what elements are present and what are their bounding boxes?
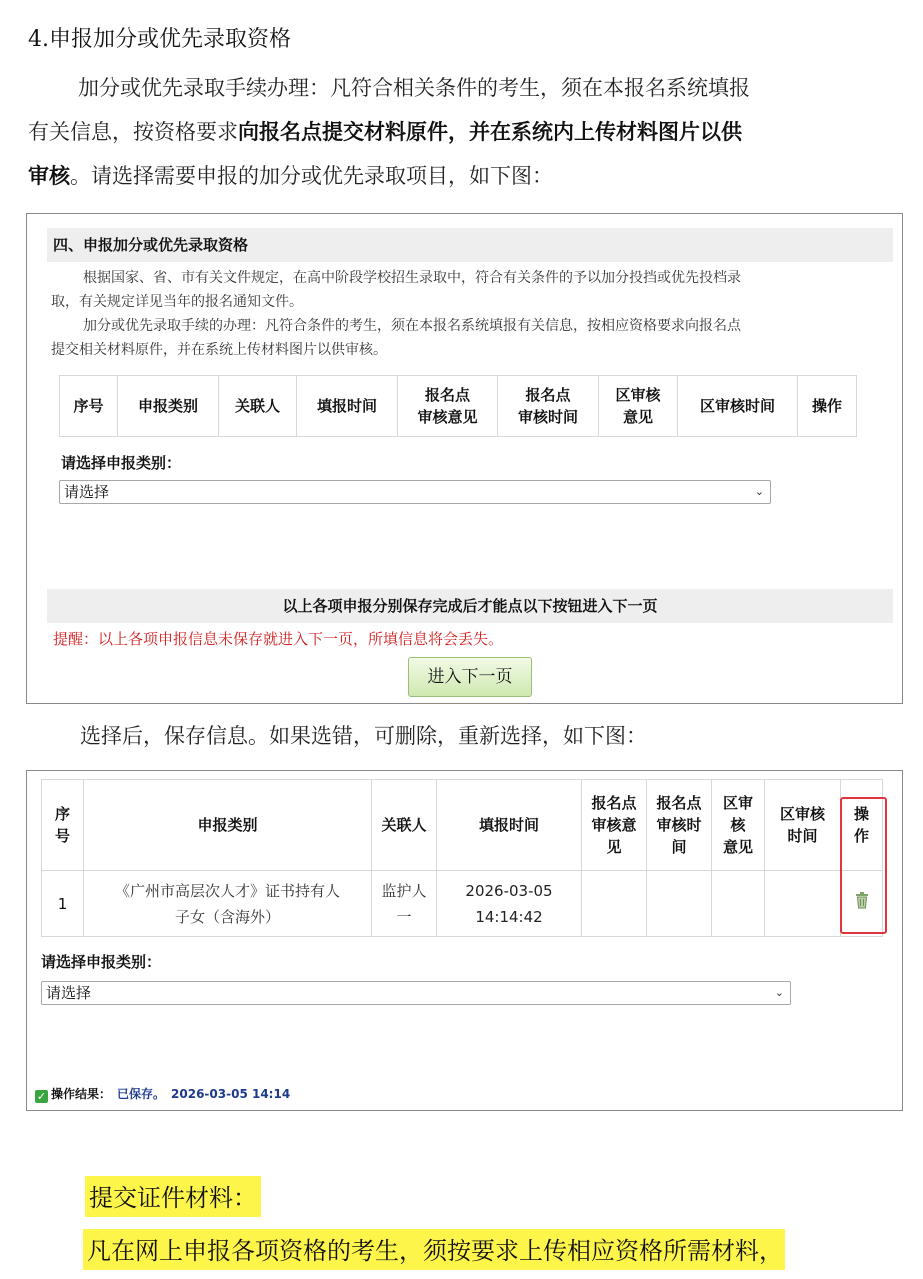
- column-header: 操 作: [841, 780, 883, 871]
- save-notice: 以上各项申报分别保存完成后才能点以下按钮进入下一页: [47, 589, 893, 623]
- form-section-title: 四、申报加分或优先录取资格: [47, 228, 893, 262]
- instruction-paragraph: 选择后，保存信息。如果选错，可删除，重新选择，如下图：: [80, 724, 647, 748]
- intro-line-2-bold: 向报名点提交材料原件，并在系统内上传材料图片以供: [238, 119, 742, 144]
- column-header: 报名点 审核意 见: [582, 780, 647, 871]
- table-header-row: [60, 376, 857, 437]
- actions-highlight-box: [840, 797, 887, 934]
- form-description-line: 根据国家、省、市有关文件规定，在高中阶段学校招生录取中，符合有关条件的予以加分投挡或优先投档录: [83, 270, 741, 286]
- submit-materials-text: 凡在网上申报各项资格的考生，须按要求上传相应资格所需材料，: [83, 1229, 785, 1270]
- row-category: 《广州市高层次人才》证书持有人 子女（含海外）: [84, 871, 372, 937]
- intro-line-2-a: 有关信息，按资格要求: [28, 120, 238, 144]
- intro-line-3: [28, 154, 906, 198]
- row-number: 1: [42, 871, 84, 937]
- column-header: 区审 核 意见: [712, 780, 765, 871]
- column-header: 关联人: [219, 376, 297, 437]
- column-header: 填报时间: [297, 376, 398, 437]
- row-site-review-time: [647, 871, 712, 937]
- form-description-line: 提交相关材料原件，并在系统上传材料图片以供审核。: [51, 342, 387, 358]
- next-page-button[interactable]: 进入下一页: [408, 657, 532, 697]
- column-header: 操作: [798, 376, 857, 437]
- column-header: 报名点 审核意见: [398, 376, 498, 437]
- unsaved-warning: 提醒：以上各项申报信息未保存就进入下一页，所填信息将会丢失。: [53, 630, 504, 648]
- saved-application-screenshot: [26, 770, 903, 1111]
- intro-paragraph: [28, 66, 906, 198]
- row-district-review-time: [765, 871, 841, 937]
- application-table: [59, 375, 857, 437]
- section-heading: 4.申报加分或优先录取资格: [28, 27, 291, 52]
- intro-line-2: [28, 110, 906, 154]
- status-label: 操作结果：: [51, 1087, 112, 1101]
- category-select-value: 请选择: [46, 984, 92, 1002]
- column-header: 序 号: [42, 780, 84, 871]
- intro-line-3-bold: 审核: [28, 163, 70, 188]
- column-header: 报名点 审核时间: [498, 376, 599, 437]
- column-header: 关联人: [372, 780, 437, 871]
- column-header: 报名点 审核时 间: [647, 780, 712, 871]
- form-description: [51, 266, 887, 362]
- column-header: 申报类别: [84, 780, 372, 871]
- category-select[interactable]: [41, 981, 791, 1005]
- row-fill-time: 2026-03-05 14:14:42: [437, 871, 582, 937]
- status-value: 已保存。: [117, 1087, 166, 1101]
- table-header-row: [42, 780, 883, 871]
- form-description-line: 取，有关规定详见当年的报名通知文件。: [51, 294, 303, 310]
- category-select-value: 请选择: [64, 483, 110, 501]
- form-description-line: 加分或优先录取手续的办理：凡符合条件的考生，须在本报名系统填报有关信息，按相应资格要求向报名点: [83, 318, 741, 334]
- column-header: 区审核 时间: [765, 780, 841, 871]
- submit-materials-heading: 提交证件材料：: [85, 1176, 261, 1217]
- column-header: 填报时间: [437, 780, 582, 871]
- row-related-person: 监护人 一: [372, 871, 437, 937]
- category-select-label: 请选择申报类别：: [41, 953, 162, 971]
- table-row: [42, 871, 883, 937]
- column-header: 序号: [60, 376, 118, 437]
- row-site-review-opinion: [582, 871, 647, 937]
- check-icon: ✓: [36, 1090, 47, 1103]
- intro-line-1: 加分或优先录取手续办理：凡符合相关条件的考生，须在本报名系统填报: [78, 76, 750, 100]
- category-select-label: 请选择申报类别：: [61, 454, 182, 472]
- chevron-down-icon: ⌄: [754, 485, 764, 498]
- column-header: 区审核时间: [678, 376, 798, 437]
- row-district-review-opinion: [712, 871, 765, 937]
- category-select[interactable]: [59, 480, 771, 504]
- saved-application-table: [41, 779, 883, 937]
- intro-line-3-b: 。请选择需要申报的加分或优先录取项目，如下图：: [70, 164, 553, 188]
- application-form-screenshot: [26, 213, 903, 704]
- chevron-down-icon: ⌄: [774, 986, 784, 999]
- status-time: 2026-03-05 14:14: [171, 1087, 291, 1101]
- column-header: 区审核 意见: [599, 376, 678, 437]
- operation-result: [35, 1085, 290, 1103]
- column-header: 申报类别: [118, 376, 219, 437]
